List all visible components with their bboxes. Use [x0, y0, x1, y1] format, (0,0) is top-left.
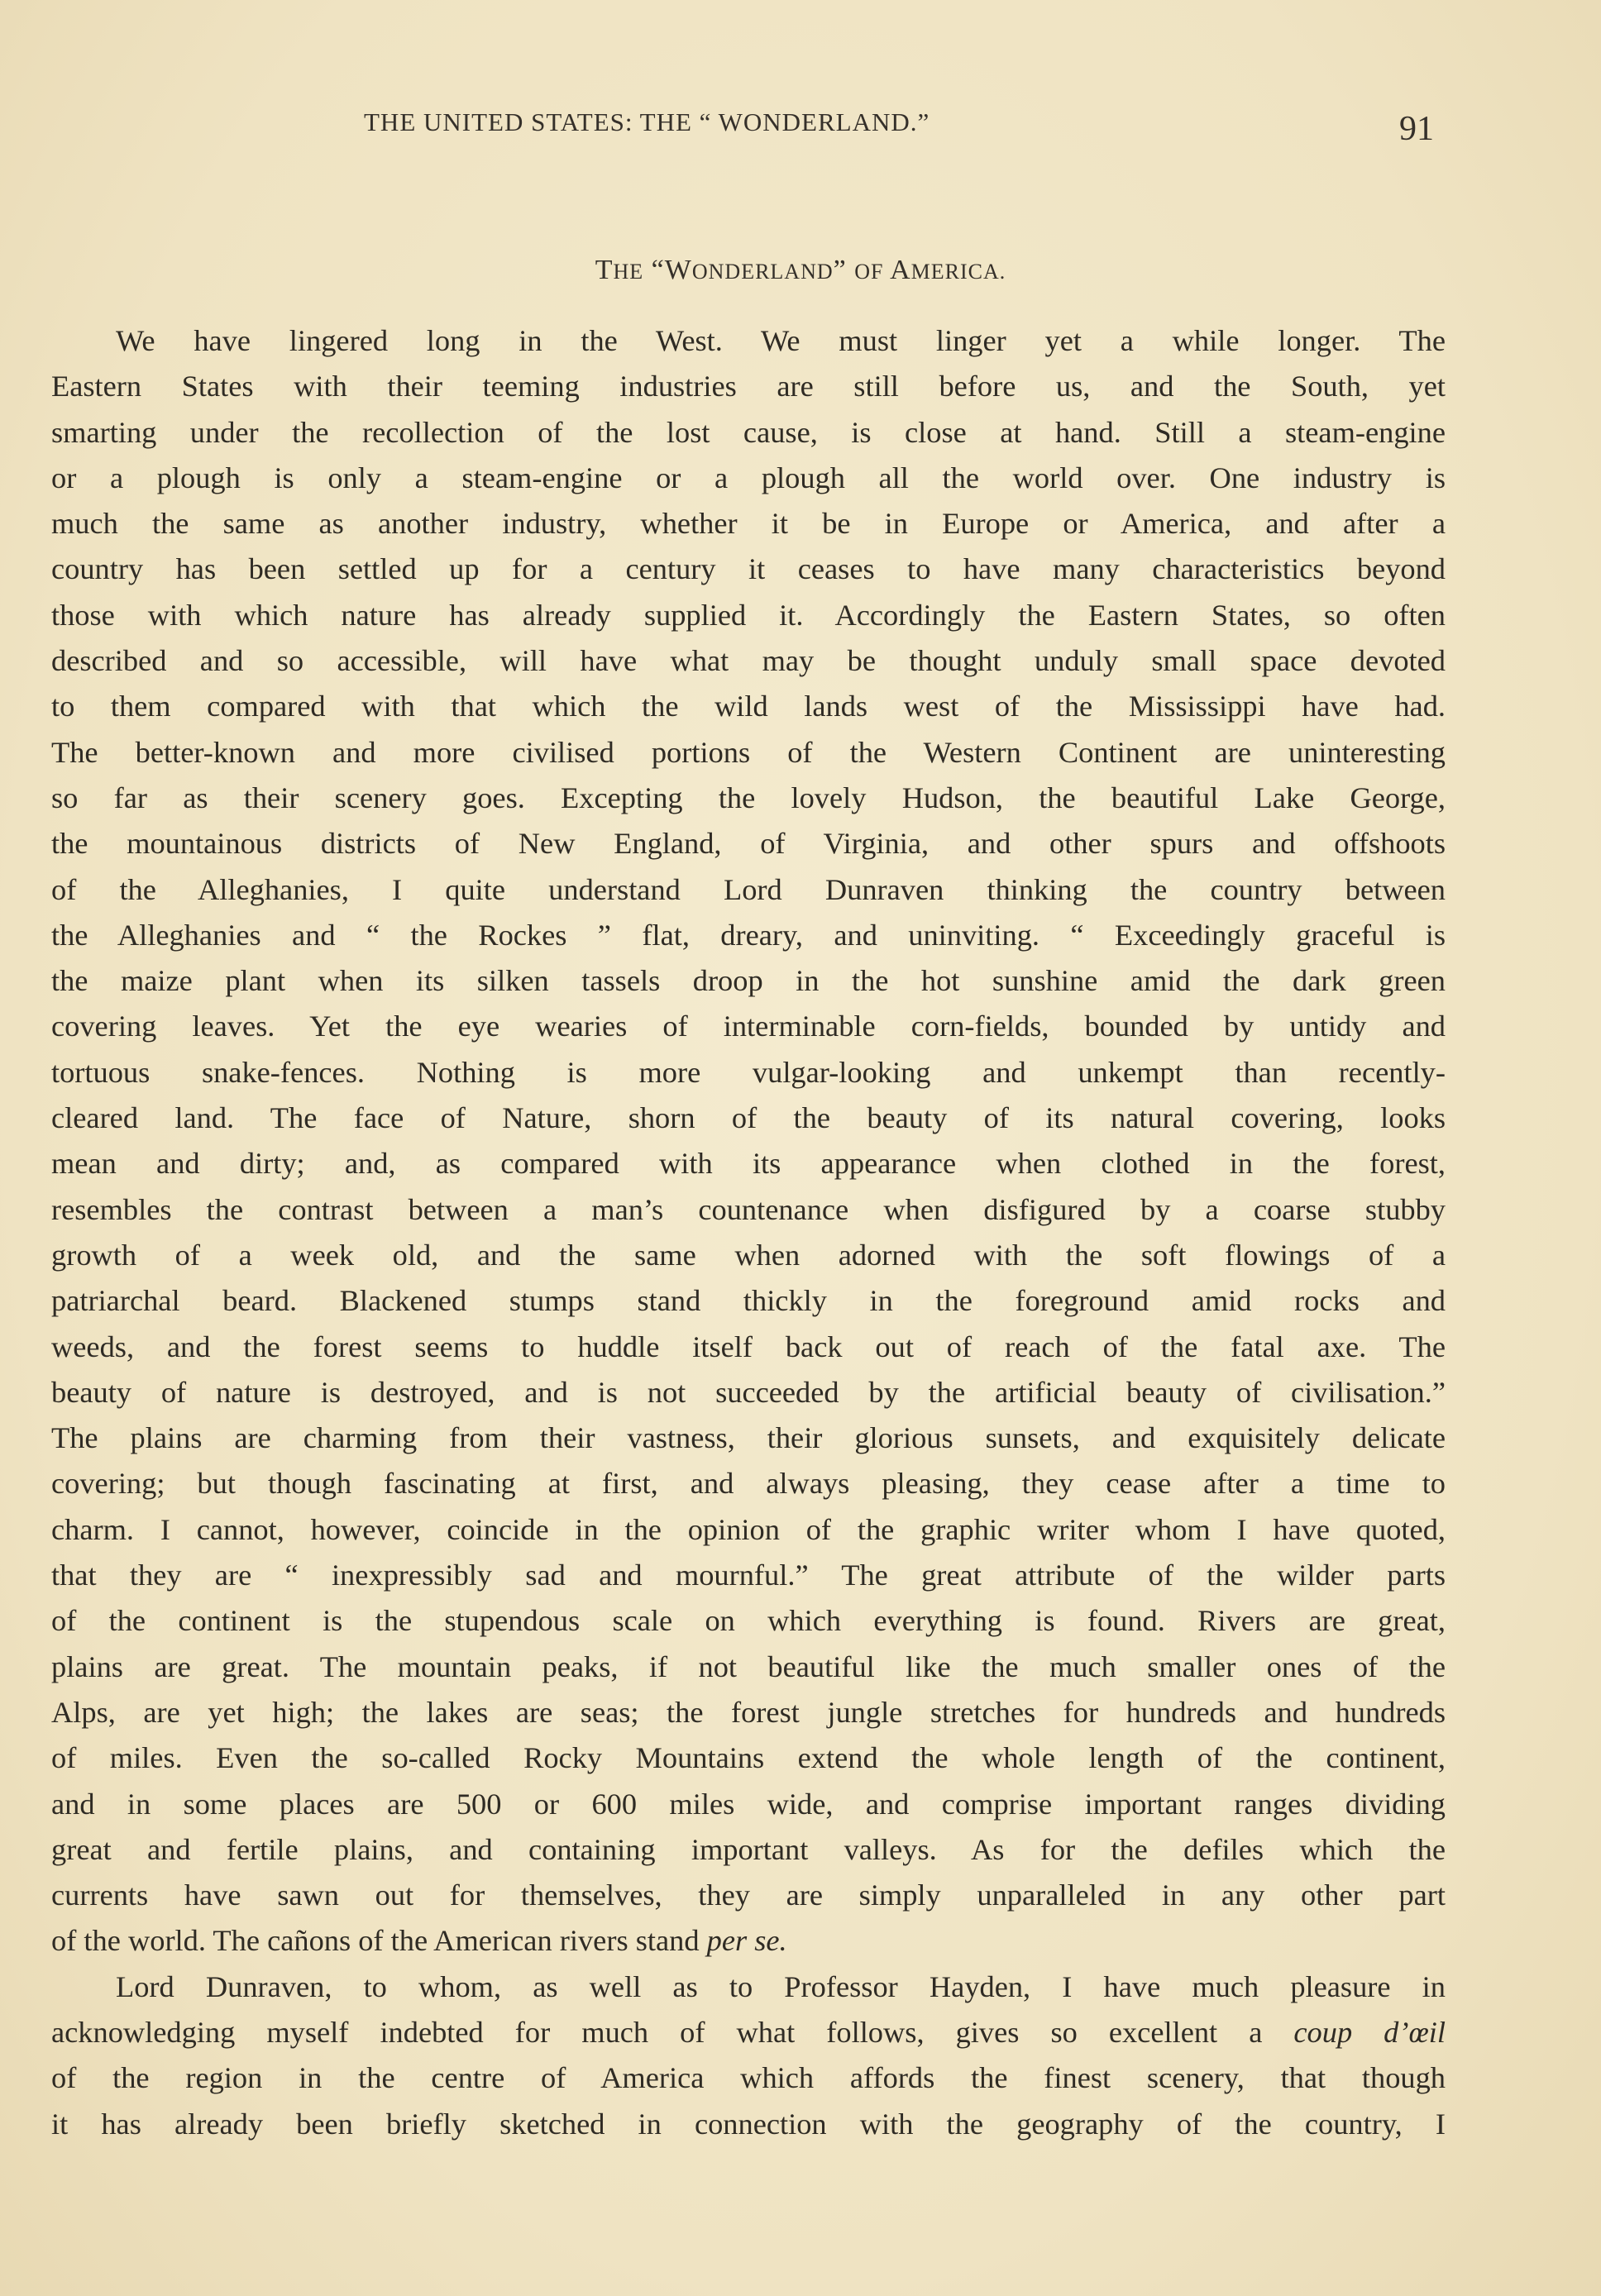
- italic-phrase: per se.: [706, 1924, 787, 1958]
- text-line: covering leaves. Yet the eye wearies of interminable corn-fields, bounded by untidy and: [51, 1010, 1446, 1043]
- text-line: those with which nature has already supplied it. Accordingly the Eastern States, so often: [51, 598, 1446, 632]
- title-open-quote: “: [651, 255, 665, 285]
- text-line: smarting under the recollection of the lost cause, is close at hand. Still a steam-engine: [51, 415, 1446, 449]
- text-line: of the world. The cañons of the American rivers stand per se.: [51, 1924, 787, 1958]
- text-line: so far as their scenery goes. Excepting the lovely Hudson, the beautiful Lake George,: [51, 780, 1446, 814]
- title-of: OF: [854, 260, 884, 284]
- text-line: the mountainous districts of New England, of Virginia, and other spurs and offshoots: [51, 827, 1446, 861]
- text-line: Eastern States with their teeming industries are still before us, and the South, yet: [51, 370, 1446, 403]
- text-line: country has been settled up for a century it ceases to have many characteristics beyond: [51, 552, 1446, 586]
- text-line: the maize plant when its silken tassels droop in the hot sunshine amid the dark green: [51, 964, 1446, 998]
- text-line: Alps, are yet high; the lakes are seas; the forest jungle stretches for hundreds and hundreds: [51, 1695, 1446, 1729]
- text-line: acknowledging myself indebted for much of what follows, gives so excellent a coup d’œil: [51, 2015, 1446, 2049]
- text-line: that they are “ inexpressibly sad and mournful.” The great attribute of the wilder parts: [51, 1559, 1446, 1592]
- text-line: The plains are charming from their vastness, their glorious sunsets, and exquisitely delicate: [51, 1421, 1446, 1455]
- text-line: charm. I cannot, however, coincide in the opinion of the graphic writer whom I have quoted,: [51, 1512, 1446, 1546]
- text-line: it has already been briefly sketched in connection with the geography of the country, I: [51, 2107, 1446, 2141]
- text-line: of the Alleghanies, I quite understand Lord Dunraven thinking the country between: [51, 872, 1446, 906]
- text-line: covering; but though fascinating at first, and always pleasing, they cease after a time to: [51, 1467, 1446, 1501]
- section-title: [0, 255, 1601, 286]
- text-line: described and so accessible, will have what may be thought unduly small space devoted: [51, 644, 1446, 678]
- title-america-cap: A: [890, 255, 911, 285]
- text-line: and in some places are 500 or 600 miles wide, and comprise important ranges dividing: [51, 1787, 1446, 1821]
- text-line: weeds, and the forest seems to huddle itself back out of reach of the fatal axe. The: [51, 1329, 1446, 1363]
- text-line: cleared land. The face of Nature, shorn of the beauty of its natural covering, looks: [51, 1101, 1446, 1135]
- text-line: of the region in the centre of America which affords the finest scenery, that though: [51, 2061, 1446, 2095]
- body-text: [51, 318, 1446, 2147]
- text-line: We have lingered long in the West. We must linger yet a while longer. The: [116, 324, 1446, 357]
- text-line: mean and dirty; and, as compared with its appearance when clothed in the forest,: [51, 1147, 1446, 1181]
- italic-phrase: coup d’œil: [1293, 2015, 1446, 2049]
- text-line: to them compared with that which the wild lands west of the Mississippi have had.: [51, 690, 1446, 723]
- page-number: 91: [1399, 110, 1434, 148]
- text-line: The better-known and more civilised portions of the Western Continent are uninteresting: [51, 735, 1446, 769]
- text-line: patriarchal beard. Blackened stumps stand thickly in the foreground amid rocks and: [51, 1284, 1446, 1318]
- title-the-cap: T: [595, 255, 614, 285]
- text-line: or a plough is only a steam-engine or a plough all the world over. One industry is: [51, 461, 1446, 494]
- text-line: tortuous snake-fences. Nothing is more vulgar-looking and unkempt than recently-: [51, 1055, 1446, 1089]
- text-line: Lord Dunraven, to whom, as well as to Professor Hayden, I have much pleasure in: [116, 1969, 1446, 2003]
- text-line: resembles the contrast between a man’s countenance when disfigured by a coarse stubby: [51, 1192, 1446, 1226]
- text-line: of miles. Even the so-called Rocky Mountains extend the whole length of the continent,: [51, 1741, 1446, 1775]
- text-line: plains are great. The mountain peaks, if not beautiful like the much smaller ones of the: [51, 1649, 1446, 1683]
- text-line: currents have sawn out for themselves, they are simply unparalleled in any other part: [51, 1878, 1446, 1912]
- paragraph: [51, 1964, 1446, 2147]
- paragraph: [51, 318, 1446, 1964]
- text-line: much the same as another industry, whether it be in Europe or America, and after a: [51, 507, 1446, 541]
- text-line: of the continent is the stupendous scale on which everything is found. Rivers are great,: [51, 1604, 1446, 1638]
- text-line: beauty of nature is destroyed, and is not succeeded by the artificial beauty of civilisation.”: [51, 1375, 1446, 1409]
- title-wonderland-rest: ONDERLAND: [691, 260, 834, 284]
- text-line: great and fertile plains, and containing important valleys. As for the defiles which the: [51, 1832, 1446, 1866]
- running-head: THE UNITED STATES: THE “ WONDERLAND.”: [364, 107, 930, 136]
- text-line: growth of a week old, and the same when adorned with the soft flowings of a: [51, 1238, 1446, 1272]
- title-wonderland-cap: W: [664, 255, 692, 285]
- title-america-rest: MERICA.: [910, 260, 1006, 284]
- title-close-quote: ”: [833, 255, 847, 285]
- title-the-rest: HE: [613, 260, 644, 284]
- text-line: the Alleghanies and “ the Rockes ” flat, dreary, and uninviting. “ Exceedingly graceful is: [51, 918, 1446, 952]
